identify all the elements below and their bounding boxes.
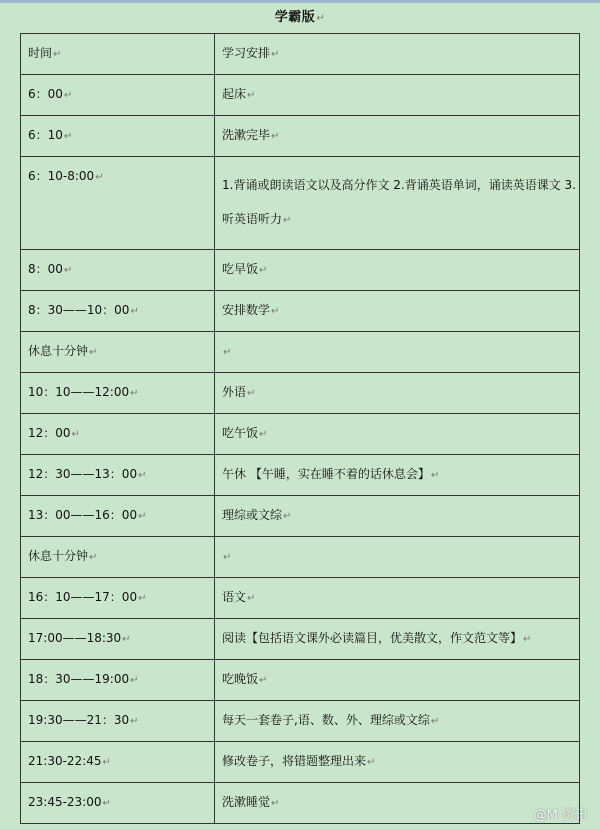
table-row [21,619,580,660]
table-row [21,157,580,250]
paragraph-mark: ↵ [367,757,376,768]
paragraph-mark: ↵ [63,90,73,101]
table-row [21,373,580,414]
activity-cell: 修改卷子，将错题整理出来↵ [215,742,580,783]
time-cell: 12：30——13：00↵ [21,455,215,496]
paragraph-mark: ↵ [102,798,111,809]
table-row [21,455,580,496]
activity-cell: 洗漱睡觉↵ [215,783,580,824]
activity-cell [215,537,580,578]
table-row [21,291,580,332]
time-cell: 8：30——10：00↵ [21,291,215,332]
watermark: @M 资讯 [533,808,588,823]
page-title [0,6,600,25]
activity-cell: 理综或文综↵ [215,496,580,537]
paragraph-mark: ↵ [95,172,104,183]
paragraph-mark: ↵ [130,716,139,727]
table-row [21,742,580,783]
time-cell: 休息十分钟↵ [21,537,215,578]
activity-cell: 起床↵ [215,75,580,116]
paragraph-mark: ↵ [223,552,232,563]
activity-cell: 1.背诵或朗读语文以及高分作文 2.背诵英语单词，诵读英语课文 3.听英语听力↵ [215,157,580,250]
table-row [21,783,580,824]
table-row [21,701,580,742]
table-row [21,537,580,578]
table-row [21,250,580,291]
paragraph-mark: ↵ [259,675,268,686]
schedule-table [20,33,580,824]
activity-cell: 洗漱完毕↵ [215,116,580,157]
paragraph-mark: ↵ [271,798,280,809]
time-cell: 6：10-8:00↵ [21,157,215,250]
time-cell: 6：10↵ [21,116,215,157]
time-cell: 19:30——21：30↵ [21,701,215,742]
paragraph-mark: ↵ [283,215,292,226]
paragraph-mark: ↵ [130,675,139,686]
time-cell: 17:00——18:30↵ [21,619,215,660]
paragraph-mark: ↵ [223,347,232,358]
paragraph-mark: ↵ [63,131,73,142]
paragraph-mark: ↵ [102,757,111,768]
top-border-line [0,0,600,3]
time-cell: 6：00↵ [21,75,215,116]
activity-cell: 学习安排↵ [215,34,580,75]
paragraph-mark: ↵ [138,511,147,522]
paragraph-mark: ↵ [271,49,280,60]
paragraph-mark: ↵ [71,429,80,440]
table-row [21,332,580,373]
paragraph-mark: ↵ [271,306,280,317]
paragraph-mark: ↵ [138,593,147,604]
paragraph-mark: ↵ [122,634,131,645]
table-row [21,660,580,701]
time-cell: 16：10——17：00↵ [21,578,215,619]
activity-cell: 外语↵ [215,373,580,414]
time-cell: 休息十分钟↵ [21,332,215,373]
time-cell: 10：10——12:00↵ [21,373,215,414]
paragraph-mark: ↵ [430,470,440,481]
activity-cell: 阅读【包括语文课外必读篇目，优美散文，作文范文等】↵ [215,619,580,660]
time-cell: 18：30——19:00↵ [21,660,215,701]
paragraph-mark: ↵ [247,593,256,604]
time-cell: 8：00↵ [21,250,215,291]
time-cell: 12：00↵ [21,414,215,455]
paragraph-mark: ↵ [130,388,139,399]
paragraph-mark: ↵ [89,347,98,358]
paragraph-mark: ↵ [430,716,440,727]
table-row [21,75,580,116]
table-row [21,414,580,455]
time-cell: 13：00——16：00↵ [21,496,215,537]
paragraph-mark: ↵ [130,306,139,317]
title-text: 学霸版 [274,10,316,25]
paragraph-mark: ↵ [259,429,268,440]
paragraph-mark: ↵ [138,470,147,481]
activity-cell: 安排数学↵ [215,291,580,332]
activity-cell: 吃晚饭↵ [215,660,580,701]
activity-cell: 午休 【午睡，实在睡不着的话休息会】↵ [215,455,580,496]
paragraph-mark: ↵ [271,131,280,142]
activity-cell: 吃早饭↵ [215,250,580,291]
activity-cell: 语文↵ [215,578,580,619]
table-header-row [21,34,580,75]
activity-cell: 每天一套卷子,语、数、外、理综或文综↵ [215,701,580,742]
time-cell: 时间↵ [21,34,215,75]
paragraph-mark: ↵ [247,388,256,399]
time-cell: 23:45-23:00↵ [21,783,215,824]
paragraph-mark: ↵ [283,511,292,522]
table-row [21,496,580,537]
table-row [21,116,580,157]
activity-cell: 吃午饭↵ [215,414,580,455]
paragraph-mark: ↵ [523,634,532,645]
table-row [21,578,580,619]
activity-cell [215,332,580,373]
paragraph-mark: ↵ [63,265,73,276]
paragraph-mark: ↵ [89,552,98,563]
paragraph-mark: ↵ [259,265,268,276]
paragraph-mark: ↵ [316,13,326,24]
paragraph-mark: ↵ [53,49,62,60]
time-cell: 21:30-22:45↵ [21,742,215,783]
paragraph-mark: ↵ [247,90,256,101]
